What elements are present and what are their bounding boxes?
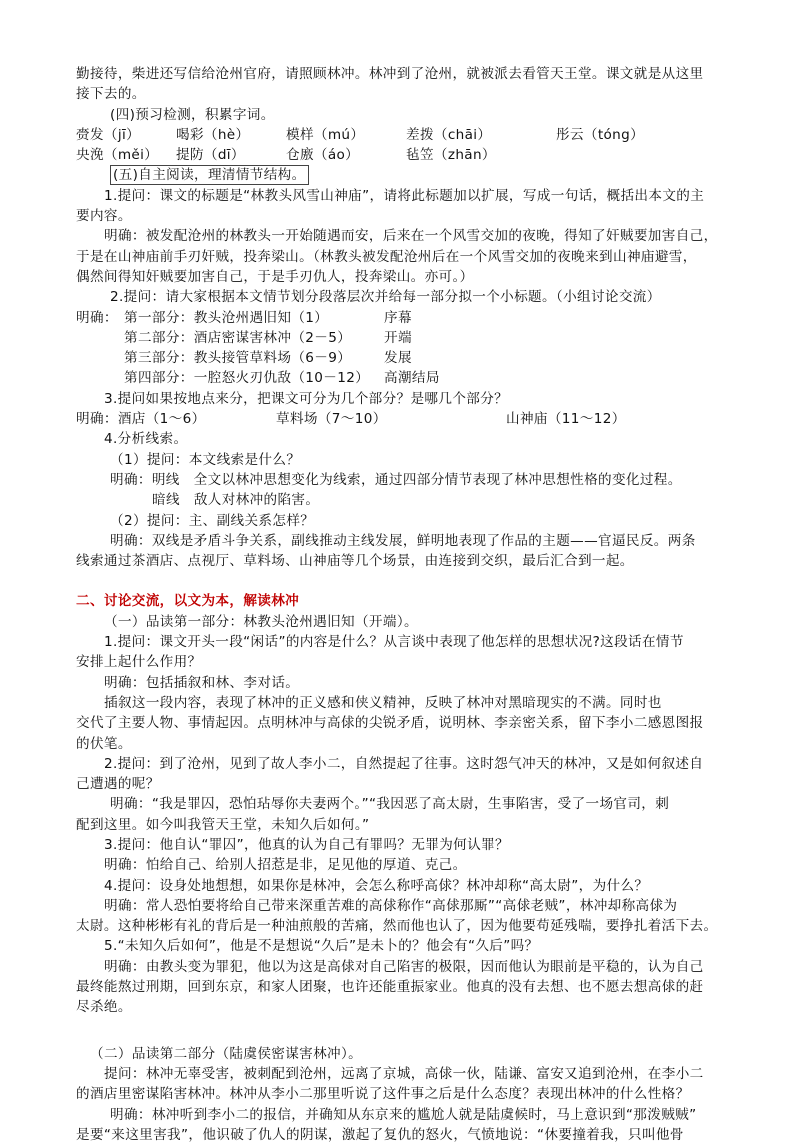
answer-line: 明确：明线 全文以林冲思想变化为线索，通过四部分情节表现了林冲思想性格的变化过程。 (110, 471, 682, 488)
answer-line: 尽杀绝。 (76, 999, 132, 1016)
vocab-item: 差拨（chāi） (406, 126, 492, 143)
question-line: 2.提问：请大家根据本文情节划分段落层次并给每一部分拟一个小标题。（小组讨论交流） (110, 289, 661, 306)
part-stage: 开端 (384, 329, 412, 346)
question-line: 5.“未知久后如何”，他是不是想说“久后”是未卜的？他会有“久后”吗？ (104, 938, 539, 955)
vocab-item: 毡笠（zhān） (406, 147, 496, 164)
answer-line: 明确：“我是罪囚，恐怕玷辱你夫妻两个。”“我因恶了高太尉，生事陷害，受了一场官司，刺 (110, 796, 670, 813)
answer-line: 明确：由教头变为罪犯，他以为这是高俅对自己陷害的极限，因而他认为眼前是平稳的，认为自己 (104, 958, 704, 975)
location-item: 明确：酒店（1～6） (76, 411, 206, 428)
part-prefix (76, 368, 124, 388)
part-title: 第三部分：教头接管草料场（6－9） (124, 350, 352, 367)
boxed-heading: (五)自主阅读，理清情节结构。 (110, 165, 309, 185)
question-line: （2）提问：主、副线关系怎样？ (110, 512, 315, 529)
vocab-item: 央浼（měi） (76, 147, 159, 164)
question-line: 4.提问：设身处地想想，如果你是林冲，会怎么称呼高俅？林冲却称“高太尉”，为什么？ (104, 877, 649, 894)
part-prefix: 明确： (76, 309, 118, 326)
vocab-item: 模样（mú） (286, 126, 365, 143)
answer-line: 偶然间得知奸贼要加害自己，于是手刃仇人，投奔梁山。亦可。） (76, 268, 474, 285)
answer-line: 明确：双线是矛盾斗争关系，副线推动主线发展，鲜明地表现了作品的主题——官逼民反。两条 (110, 532, 696, 549)
vocab-item: 喝彩（hè） (176, 126, 250, 143)
question-line: 提问：林冲无辜受害，被刺配到沧州，远离了京城，高俅一伙，陆谦、富安又追到沧州，在李小二 (104, 1065, 704, 1082)
part-row (76, 368, 726, 388)
question-line: 1.提问：课文的标题是“林教头风雪山神庙”，请将此标题加以扩展，写成一句话，概括出本文的主 (104, 187, 705, 204)
question-line: 3.提问：他自认“罪囚”，他真的认为自己有罪吗？无罪为何认罪？ (104, 836, 509, 853)
subsection-heading: （二）品读第二部分（陆虞侯密谋害林冲）。 (90, 1045, 363, 1062)
answer-line: 是要“来这里害我”，他识破了仇人的阴谋，激起了复仇的怒火，气愤地说：“休要撞着我，只叫他骨 (76, 1126, 684, 1143)
question-line: 的酒店里密谋陷害林冲。林冲从李小二那里听说了这件事之后是什么态度？表现出林冲的什么性格？ (76, 1086, 690, 1103)
question-line: 己遭遇的呢？ (76, 776, 160, 793)
location-item: 草料场（7～10） (276, 411, 387, 428)
location-item: 山神庙（11～12） (506, 411, 626, 428)
self-read-heading (76, 165, 726, 185)
vocab-item: 提防（dī） (176, 147, 245, 164)
intro-line: 勤接待，柴进还写信给沧州官府，请照顾林冲。林冲到了沧州，就被派去看管天王堂。课文就是从这里 (76, 66, 704, 82)
answer-line: 的伏笔。 (76, 735, 132, 752)
question-line: 3.提问如果按地点来分，把课文可分为几个部分？是哪几个部分？ (104, 390, 509, 407)
part-title: 第二部分：酒店密谋害林冲（2－5） (124, 329, 352, 346)
answer-line: 配到这里。如今叫我管天王堂，未知久后如何。” (76, 816, 370, 833)
vocab-row (76, 145, 726, 165)
preview-heading: (四)预习检测，积累字词。 (110, 106, 275, 123)
answer-line: 明确：被发配沧州的林教头一开始随遇而安，后来在一个风雪交加的夜晚，得知了奸贼要加害自己， (104, 228, 718, 245)
part-stage: 高潮结局 (384, 370, 440, 387)
question-line: 2.提问：到了沧州，见到了故人李小二，自然提起了往事。这时怨气冲天的林冲，又是如何叙述自 (104, 755, 704, 772)
question-line: 4.分析线索。 (104, 431, 188, 448)
question-line: 1.提问：课文开头一段“闲话”的内容是什么？从言谈中表现了他怎样的思想状况?这段话在情节 (104, 634, 684, 651)
subsection-heading: （一）品读第一部分：林教头沧州遇旧知（开端）。 (104, 613, 418, 630)
answer-line: 最终能熬过刑期，回到东京，和家人团聚，也许还能重振家业。他真的没有去想、也不愿去想高俅的赶 (76, 979, 704, 996)
vocab-item: 仓廒（áo） (286, 147, 360, 164)
answer-line: 插叙这一段内容，表现了林冲的正义感和侠义精神，反映了林冲对黑暗现实的不满。同时也 (104, 694, 662, 711)
part-row (76, 308, 726, 328)
vocab-item: 彤云（tóng） (556, 126, 645, 143)
part-stage: 序幕 (384, 309, 412, 326)
answer-line: 于是在山神庙前手刃奸贼，投奔梁山。（林教头被发配沧州后在一个风雪交加的夜晚来到山神庙避雪， (76, 248, 697, 265)
answer-line: 线索通过茶酒店、点视厅、草料场、山神庙等几个场景，由连接到交织，最后汇合到一起。 (76, 553, 634, 570)
document-page (76, 64, 726, 1145)
intro-line: 接下去的。 (76, 86, 146, 103)
answer-line: 明确：包括插叙和林、李对话。 (104, 674, 300, 691)
part-row (76, 328, 726, 348)
part-title: 第一部分：教头沧州遇旧知（1） (124, 309, 329, 326)
part-stage: 发展 (384, 350, 412, 367)
answer-line: 明确：常人恐怕要将给自己带来深重苦难的高俅称作“高俅那厮”“高俅老贼”，林冲却称高俅为 (104, 897, 678, 914)
vocab-row (76, 125, 726, 145)
part-row (76, 348, 726, 368)
part-prefix (76, 348, 124, 368)
location-row (76, 409, 726, 429)
answer-line: 明确：林冲听到李小二的报信，并确知从东京来的尴尬人就是陆虞候时，马上意识到“那泼贼贼” (110, 1106, 697, 1123)
answer-line: 明确：怕给自己、给别人招惹是非，足见他的厚道、克己。 (104, 857, 467, 874)
question-line: （1）提问：本文线索是什么？ (110, 451, 301, 468)
answer-line: 交代了主要人物、事情起因。点明林冲与高俅的尖锐矛盾，说明林、李亲密关系，留下李小二感恩图报 (76, 715, 704, 732)
section-title: 二、讨论交流，以文为本，解读林冲 (76, 593, 300, 610)
answer-line: 暗线 敌人对林冲的陷害。 (152, 492, 320, 509)
question-line: 要内容。 (76, 208, 132, 225)
vocab-item: 赍发（jī） (76, 126, 141, 143)
part-title: 第四部分：一腔怒火刃仇敌（10－12） (124, 370, 370, 387)
answer-line: 太尉。这种彬彬有礼的背后是一种油煎般的苦痛，然而他也认了，因为他要苟延残喘，要挣扎着活下去。 (76, 918, 718, 935)
question-line: 安排上起什么作用？ (76, 654, 202, 671)
part-prefix (76, 328, 124, 348)
